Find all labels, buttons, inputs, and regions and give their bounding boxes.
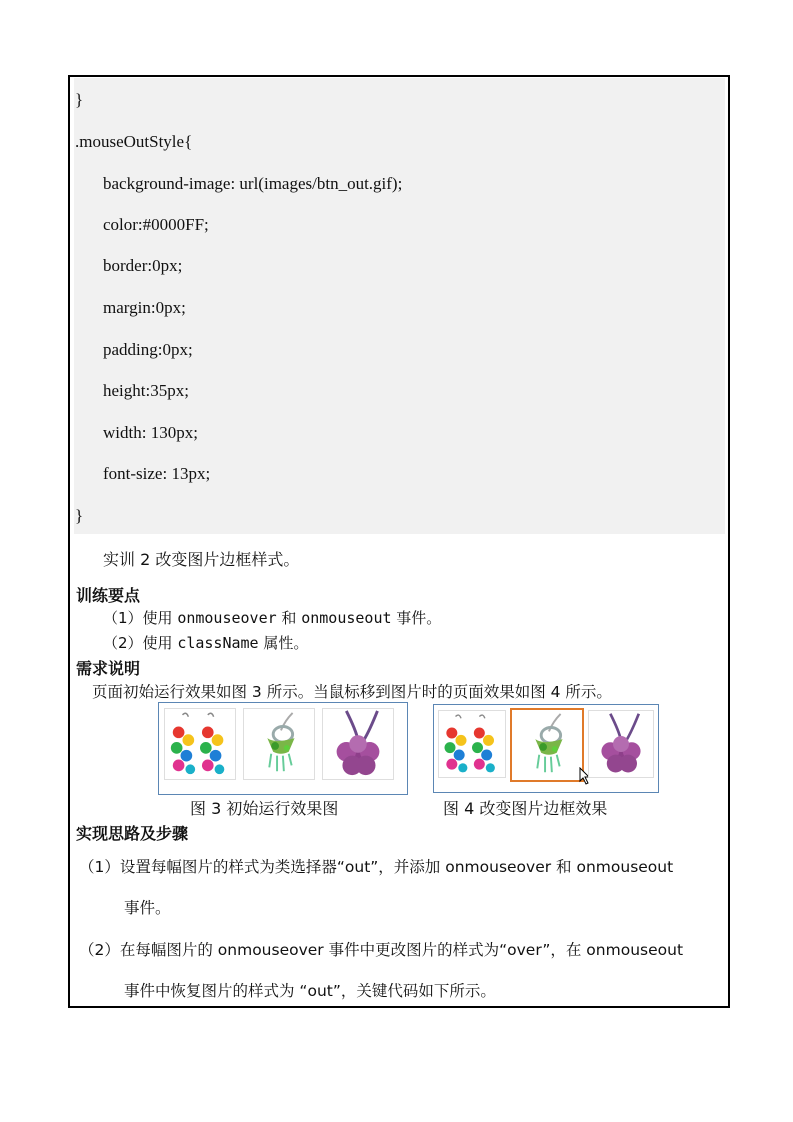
key-point-1-code-1: onmouseover	[177, 609, 277, 627]
requirements-heading: 需求说明	[76, 659, 141, 678]
code-line: padding:0px;	[103, 340, 193, 359]
code-line: width: 130px;	[103, 423, 198, 442]
code-line: .mouseOutStyle{	[75, 132, 193, 151]
key-point-1-code-2: onmouseout	[301, 609, 392, 627]
code-line: background-image: url(images/btn_out.gif);	[103, 174, 403, 193]
code-line: font-size: 13px;	[103, 464, 211, 483]
code-line: }	[75, 506, 84, 525]
step-1-line-2: 事件。	[124, 899, 171, 917]
code-line: color:#0000FF;	[103, 215, 209, 234]
key-point-1-suffix: 事件。	[391, 609, 442, 627]
steps-heading: 实现思路及步骤	[76, 824, 189, 843]
figure-3-image	[158, 702, 408, 795]
code-line: }	[75, 90, 84, 109]
step-1-line-1: （1）设置每幅图片的样式为类选择器“out”，并添加 onmouseover 和 onmouseout	[79, 858, 674, 876]
flower-pendant-image	[588, 710, 654, 778]
code-line: border:0px;	[103, 256, 183, 275]
key-point-2-code: className	[177, 634, 259, 652]
key-point-1	[103, 607, 441, 628]
pendant-image	[243, 708, 315, 780]
figure-4-caption: 图 4 改变图片边框效果	[443, 799, 608, 818]
step-2-line-2: 事件中恢复图片的样式为 “out”，关键代码如下所示。	[124, 982, 496, 1000]
code-line: margin:0px;	[103, 298, 186, 317]
key-points-heading: 训练要点	[76, 586, 141, 605]
figure-4-image	[433, 704, 659, 793]
requirements-text: 页面初始运行效果如图 3 所示。当鼠标移到图片时的页面效果如图 4 所示。	[92, 683, 612, 701]
training-title: 实训 2 改变图片边框样式。	[103, 550, 300, 569]
step-2-line-1: （2）在每幅图片的 onmouseover 事件中更改图片的样式为“over”，在 onmouseout	[79, 941, 684, 959]
key-point-1-mid: 和	[276, 609, 302, 627]
code-line: height:35px;	[103, 381, 189, 400]
figure-3-caption: 图 3 初始运行效果图	[190, 799, 339, 818]
key-point-1-prefix: （1）使用	[103, 609, 178, 627]
earring-image	[438, 710, 506, 778]
pendant-image-hovered[interactable]	[510, 708, 584, 782]
key-point-2-prefix: （2）使用	[103, 634, 178, 652]
earring-image	[164, 708, 236, 780]
flower-pendant-image	[322, 708, 394, 780]
key-point-2	[103, 632, 308, 653]
key-point-2-suffix: 属性。	[258, 634, 309, 652]
